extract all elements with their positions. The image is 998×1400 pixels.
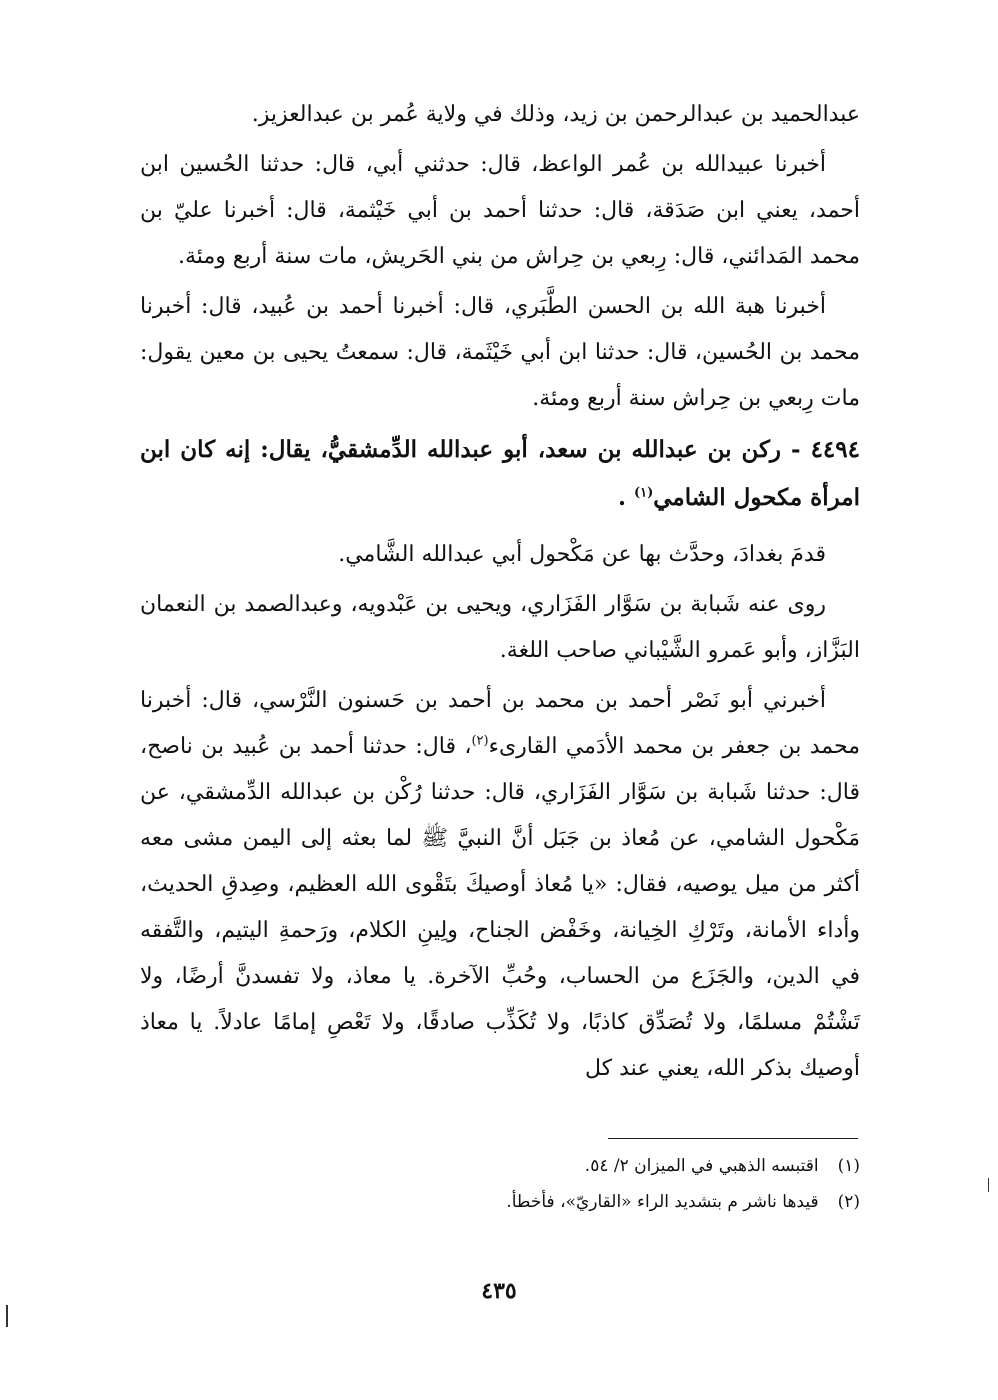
footnote-ref-2[interactable]: (٢)	[471, 733, 489, 749]
entry-text: - ركن بن عبدالله بن سعد، أبو عبدالله الدِّمشقيُّ، يقال: إنه كان ابن امرأة مكحول الشامي	[140, 436, 860, 511]
paragraph-3: أخبرنا هبة الله بن الحسن الطَّبَري، قال: أخبرنا أحمد بن عُبيد، قال: أخبرنا محمد بن الحُسين، قال: حدثنا ابن أبي خَيْثَمة، قال: سمعتُ يحيى بن معين يقول: مات رِبعي بن حِراش سنة أربع ومئة.	[140, 294, 860, 411]
hadith-text-part2: ، قال: حدثنا أحمد بن عُبيد بن ناصح، قال: حدثنا شَبابة بن سَوَّار الفَزَاري، قال: حدثنا رُكْن بن عبدالله الدِّمشقي، عن مَكْحول الشامي، عن مُعاذ بن جَبَل أنَّ النبيَّ ﷺ لما بعثه إلى اليمن مشى معه أكثر من ميل يوصيه، فقال: «يا مُعاذ أوصيكَ بتَقْوى الله العظيم، وصِدقِ الحديث، وأداء الأمانة، وتَرْكِ الخِيانة، وخَفْض الجناح، ولِينِ الكلام، ورَحمةِ اليتيم، والتَّفقه في الدين، والجَزَع من الحساب، وحُبِّ الآخرة. يا معاذ، ولا تفسدنَّ أرضًا، ولا تَشْتُمْ مسلمًا، ولا تُصَدِّق كاذبًا، ولا تُكَذِّب صادقًا، ولا تَعْصِ إمامًا عادلاً. يا معاذ أوصيك بذكر الله، يعني عند كل	[140, 734, 860, 1081]
body-paragraph-2: روى عنه شَبابة بن سَوَّار الفَزَاري، ويحيى بن عَبْدويه، وعبدالصمد بن النعمان البَزَّاز، وأبو عَمرو الشَّيْباني صاحب اللغة.	[140, 592, 860, 663]
entry-heading	[140, 426, 860, 522]
hadith-text-part1: أخبرني أبو نَصْر أحمد بن محمد بن أحمد بن حَسنون النَّرْسي، قال: أخبرنا محمد بن جعفر بن محمد الأدَمي القارىء	[140, 688, 860, 759]
footnote-number: (١)	[837, 1156, 860, 1176]
entry-end: .	[617, 484, 626, 511]
scan-edge-mark	[988, 1178, 989, 1192]
page-body	[140, 92, 860, 1096]
paragraph-1: عبدالحميد بن عبدالرحمن بن زيد، وذلك في ولاية عُمر بن عبدالعزيز.	[251, 102, 860, 127]
entry-number: ٤٤٩٤	[810, 436, 860, 463]
body-paragraph-1: قدمَ بغدادَ، وحدَّث بها عن مَكْحول أبي عبدالله الشَّامي.	[338, 542, 826, 567]
paragraph-2: أخبرنا عبيدالله بن عُمر الواعظ، قال: حدثني أبي، قال: حدثنا الحُسين ابن أحمد، يعني ابن صَدَقة، قال: حدثنا أحمد بن أبي خَيْثمة، قال: أخبرنا عليّ بن محمد المَدائني، قال: رِبعي بن حِراش من بني الحَريش، مات سنة أربع ومئة.	[140, 152, 860, 269]
footnote-divider	[608, 1138, 858, 1139]
footnote-ref-1[interactable]: (١)	[633, 485, 654, 501]
scan-edge-mark	[6, 1305, 8, 1327]
hadith-paragraph	[140, 678, 860, 1092]
footnotes	[140, 1148, 860, 1220]
footnote-text: قيدها ناشر م بتشديد الراء «القاريّ»، فأخطأ.	[506, 1192, 819, 1212]
footnote-2	[140, 1184, 860, 1220]
footnote-number: (٢)	[837, 1192, 860, 1212]
footnote-text: اقتبسه الذهبي في الميزان ٢/ ٥٤.	[584, 1156, 819, 1176]
page-number: ٤٣٥	[481, 1278, 517, 1304]
footnote-1	[140, 1148, 860, 1184]
